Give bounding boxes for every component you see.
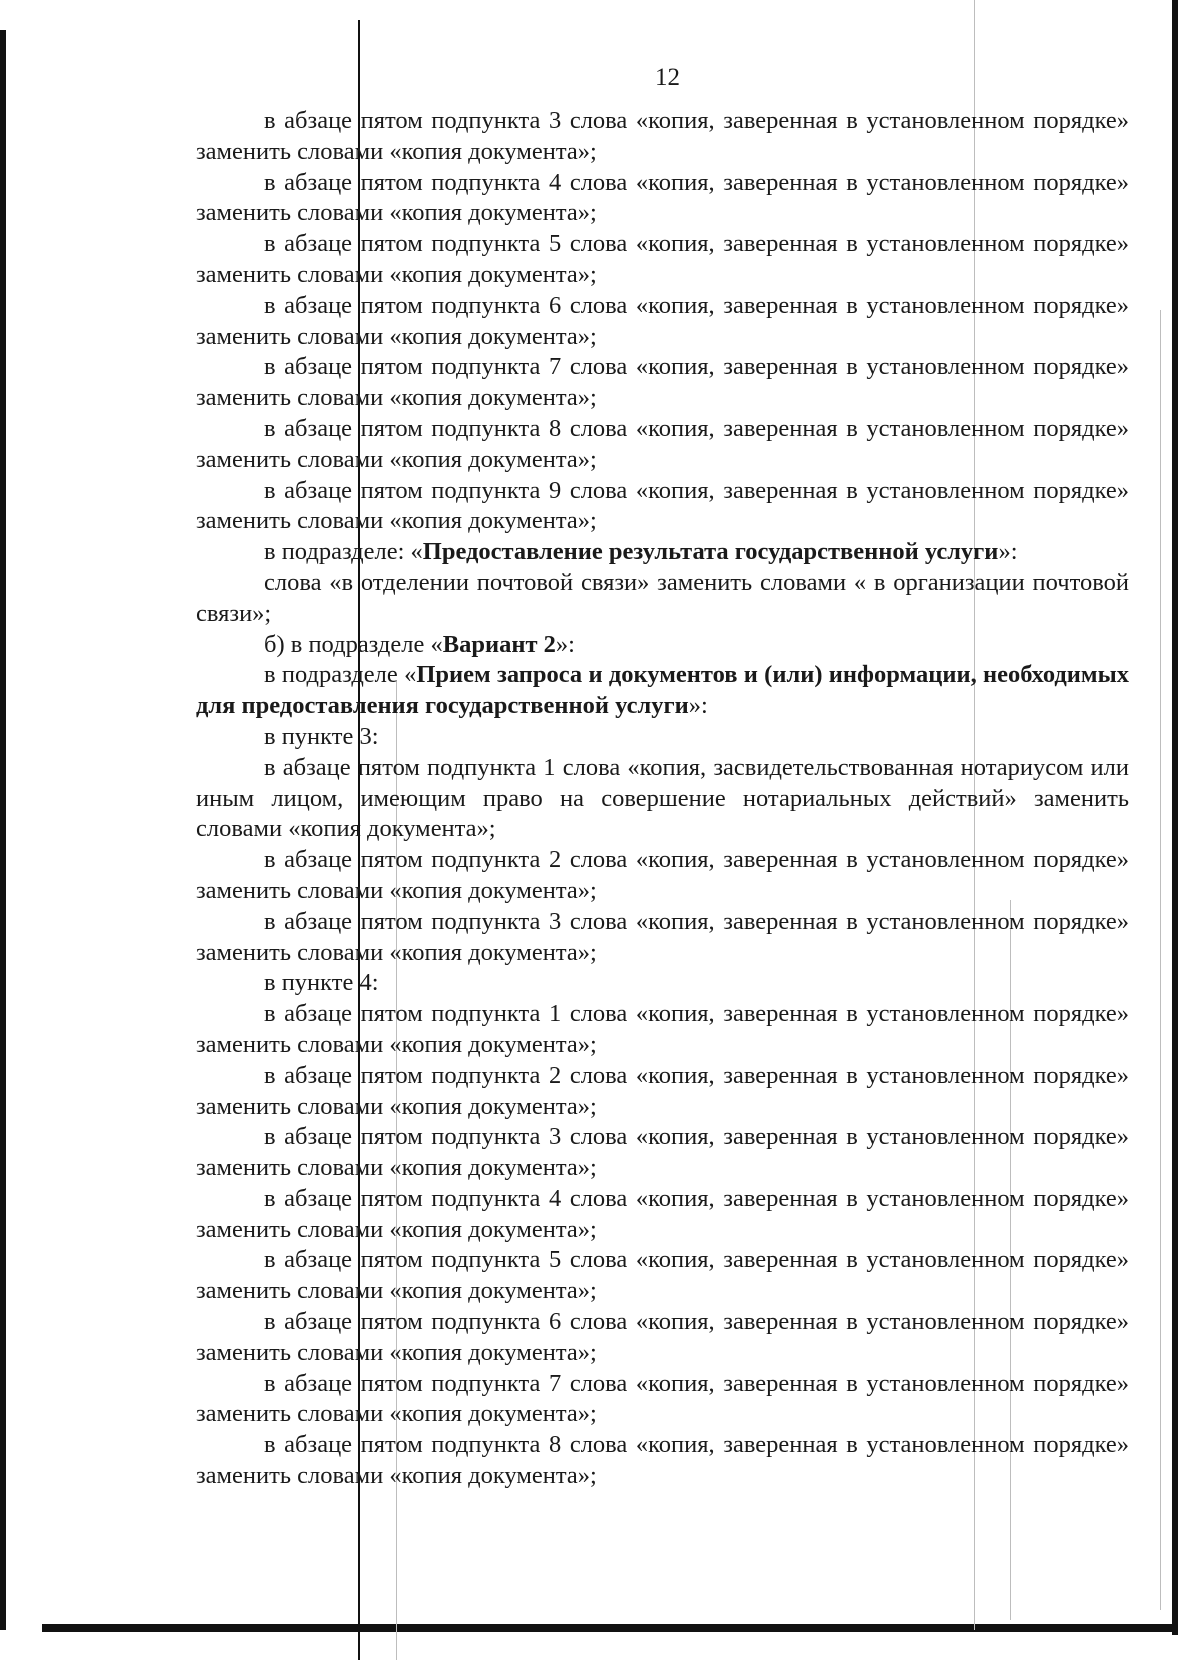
paragraph: в абзаце пятом подпункта 3 слова «копия, заверенная в установленном порядке» заменить словами «копия документа»; xyxy=(196,107,1129,165)
paragraph: в абзаце пятом подпункта 1 слова «копия, засвидетельствованная нотариусом или иным лицом, имеющим право на совершение нотариальных действий» заменить словами «копия документа»; xyxy=(196,753,1129,843)
paragraph: в абзаце пятом подпункта 6 слова «копия, заверенная в установленном порядке» заменить словами «копия документа»; xyxy=(196,291,1129,350)
paragraph-text: в подразделе « xyxy=(264,661,417,689)
paragraph: в абзаце пятом подпункта 9 слова «копия, заверенная в установленном порядке» заменить словами «копия документа»; xyxy=(196,476,1129,535)
paragraph: в абзаце пятом подпункта 2 слова «копия, заверенная в установленном порядке» заменить словами «копия документа»; xyxy=(196,1061,1129,1120)
paragraph: в абзаце пятом подпункта 6 слова «копия, заверенная в установленном порядке» заменить словами «копия документа»; xyxy=(196,1308,1129,1366)
page-number: 12 xyxy=(655,64,680,91)
paragraph: в абзаце пятом подпункта 8 слова «копия, заверенная в установленном порядке» заменить словами «копия документа»; xyxy=(196,1431,1129,1490)
paragraph-text: »: xyxy=(998,538,1018,566)
paragraph: в абзаце пятом подпункта 1 слова «копия, заверенная в установленном порядке» заменить словами «копия документа»; xyxy=(196,1000,1129,1058)
scan-border-left xyxy=(0,30,6,1630)
paragraph: в абзаце пятом подпункта 2 слова «копия, заверенная в установленном порядке» заменить словами «копия документа»; xyxy=(196,846,1129,904)
paragraph xyxy=(196,660,1129,722)
paragraph: в абзаце пятом подпункта 4 слова «копия, заверенная в установленном порядке» заменить словами «копия документа»; xyxy=(196,168,1129,227)
scan-border-right xyxy=(1172,0,1178,1635)
bold-heading-text: Предоставление результата государственной услуги xyxy=(422,538,999,566)
paragraph: в абзаце пятом подпункта 5 слова «копия, заверенная в установленном порядке» заменить словами «копия документа»; xyxy=(196,230,1129,288)
paragraph-text: »: xyxy=(555,630,575,658)
paragraph: в абзаце пятом подпункта 3 слова «копия, заверенная в установленном порядке» заменить словами «копия документа»; xyxy=(196,1123,1129,1182)
paragraph: слова «в отделении почтовой связи» заменить словами « в организации почтовой связи»; xyxy=(196,568,1129,627)
paragraph xyxy=(196,537,1129,568)
bold-heading-text: Вариант 2 xyxy=(442,630,556,658)
paragraph: в абзаце пятом подпункта 7 слова «копия, заверенная в установленном порядке» заменить словами «копия документа»; xyxy=(196,1369,1129,1428)
paragraph xyxy=(196,630,1129,661)
document-body xyxy=(196,106,1129,1492)
paragraph: в абзаце пятом подпункта 4 слова «копия, заверенная в установленном порядке» заменить словами «копия документа»; xyxy=(196,1184,1129,1243)
bold-heading-text: Прием запроса и документов и (или) информации, необходимых для предоставления государственной услуги xyxy=(196,661,1129,720)
paragraph: в абзаце пятом подпункта 8 слова «копия, заверенная в установленном порядке» заменить словами «копия документа»; xyxy=(196,414,1129,473)
paragraph: в пункте 3: xyxy=(264,722,379,750)
paragraph-text: в подразделе: « xyxy=(264,538,423,566)
paragraph: в пункте 4: xyxy=(264,969,379,997)
paragraph: в абзаце пятом подпункта 7 слова «копия, заверенная в установленном порядке» заменить словами «копия документа»; xyxy=(196,353,1129,412)
paragraph-text: б) в подразделе « xyxy=(264,630,443,658)
scan-border-bottom xyxy=(42,1624,1178,1632)
paragraph: в абзаце пятом подпункта 3 слова «копия, заверенная в установленном порядке» заменить словами «копия документа»; xyxy=(196,907,1129,966)
scan-streak-5 xyxy=(1160,310,1161,1610)
paragraph-text: »: xyxy=(688,692,708,720)
paragraph: в абзаце пятом подпункта 5 слова «копия, заверенная в установленном порядке» заменить словами «копия документа»; xyxy=(196,1246,1129,1305)
